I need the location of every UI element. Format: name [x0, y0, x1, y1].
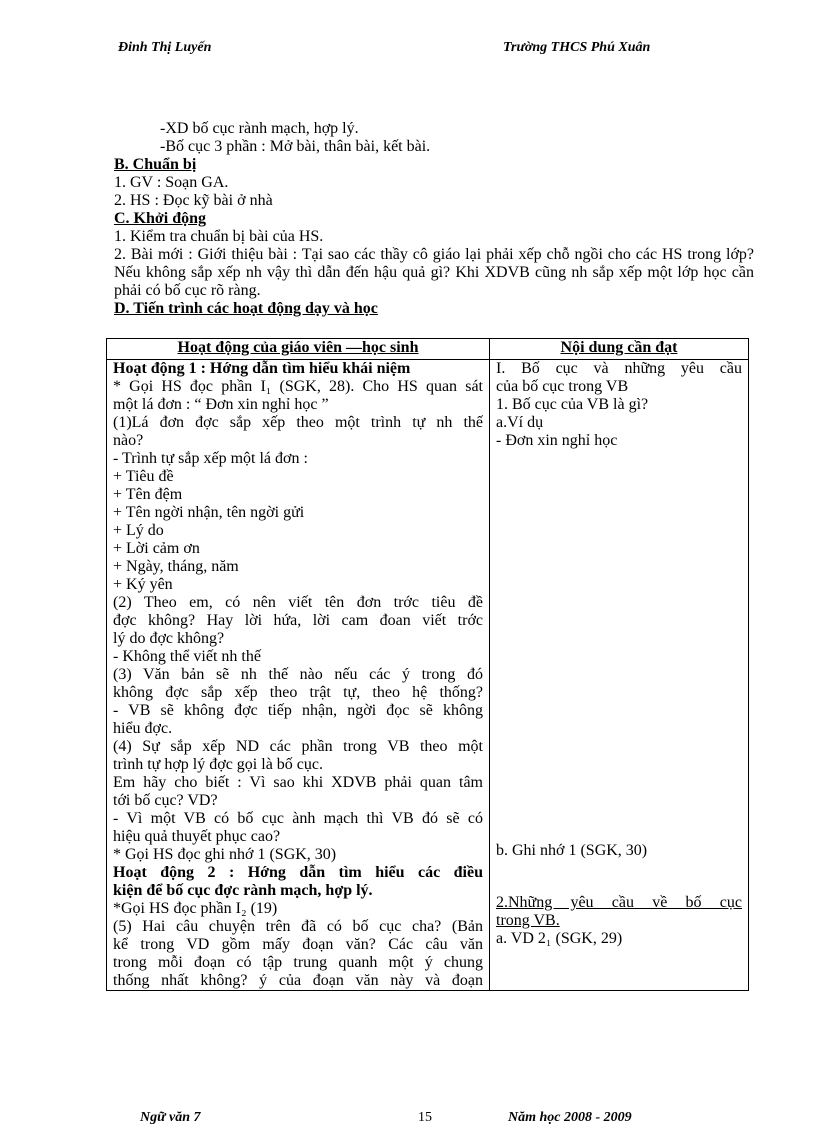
content-line: - Đơn xin nghỉ học — [496, 432, 618, 449]
activity-line: trong mỗi đoạn có tập trung quanh một ý chung — [113, 954, 483, 971]
activities-cell — [107, 360, 490, 991]
activity-line: *Gọi HS đọc phần I₂ (19) — [113, 900, 278, 917]
activity-line: (3) Văn bản sẽ nh thế nào nếu các ý trong đó — [113, 666, 483, 683]
content-cell — [490, 360, 749, 991]
intro-line: -Bố cục 3 phần : Mở bài, thân bài, kết bài. — [160, 138, 431, 155]
activity-line: kể trong VD gồm mấy đoạn văn? Các câu văn — [113, 936, 483, 953]
activity-line: + Tiêu đề — [113, 468, 174, 485]
activity-line: thống nhất không? ý của đoạn văn này và đoạn — [113, 972, 483, 989]
activity-line: - Trình tự sắp xếp một lá đơn : — [113, 450, 308, 467]
table-header-content: Nội dung cần đạt — [490, 339, 749, 360]
activity-line: - Vì một VB có bố cục ành mạch thì VB đó sẽ có — [113, 810, 483, 827]
activity-line: (4) Sự sắp xếp ND các phần trong VB theo một — [113, 738, 483, 755]
activity-line: hiểu đợc. — [113, 720, 173, 737]
activity-line: lý do đợc không? — [113, 630, 225, 647]
lesson-table — [106, 338, 749, 991]
activity-line: + Ký yên — [113, 576, 173, 593]
activity-line: - Không thể viết nh thế — [113, 648, 261, 665]
activity-line: + Lời cảm ơn — [113, 540, 200, 557]
activity-line: - VB sẽ không đợc tiếp nhận, ngời đọc sẽ không — [113, 702, 483, 719]
activity-line: hiệu quả thuyết phục cao? — [113, 828, 281, 845]
section-d-heading: D. Tiến trình các hoạt động dạy và học — [114, 300, 378, 317]
footer-page-number: 15 — [418, 1110, 432, 1125]
content-line: a. VD 2₁ (SGK, 29) — [496, 930, 623, 947]
activity-line: + Lý do — [113, 522, 164, 539]
activity-line: * Gọi HS đọc phần I₁ (SGK, 28). Cho HS quan sát — [113, 378, 483, 395]
activity-line: * Gọi HS đọc ghi nhớ 1 (SGK, 30) — [113, 846, 337, 863]
activity-line: Hoạt động 1 : Hớng dẫn tìm hiểu khái niệm — [113, 360, 411, 377]
activity-line: trình tự hợp lý đợc gọi là bố cục. — [113, 756, 323, 773]
activity-line: đợc không? Hay lời hứa, lời cam đoan viết trớc — [113, 612, 483, 629]
activity-line: không đợc sắp xếp theo trật tự, theo hệ thống? — [113, 684, 483, 701]
activity-line: + Tên ngời nhận, tên ngời gửi — [113, 504, 305, 521]
table-header-teacher-student: Hoạt động của giáo viên —học sinh — [107, 339, 490, 360]
header-author: Đinh Thị Luyến — [118, 40, 212, 55]
section-b-heading: B. Chuẩn bị — [114, 156, 197, 173]
c-item-paragraph: 2. Bài mới : Giới thiệu bài : Tại sao các thầy cô giáo lại phải xếp chỗ ngồi cho các HS trong lớp? Nếu không sắp xếp nh vậy thì dẫn đến hậu quả gì? Khi XDVB cũng nh sắp xếp một lớp học cần phải có bố cục rõ ràng. — [114, 246, 754, 299]
activity-line: kiện để bố cục đợc rành mạch, hợp lý. — [113, 882, 373, 899]
activity-line: + Ngày, tháng, năm — [113, 558, 239, 575]
intro-section — [114, 120, 754, 318]
b-item: 1. GV : Soạn GA. — [114, 174, 229, 191]
activity-line: (1)Lá đơn đợc sắp xếp theo một trình tự nh thế — [113, 414, 483, 431]
activity-line: (2) Theo em, có nên viết tên đơn trớc tiêu đề — [113, 594, 483, 611]
content-line: của bố cục trong VB — [496, 378, 629, 395]
activity-line: tới bố cục? VD? — [113, 792, 218, 809]
header-school: Trường THCS Phú Xuân — [503, 40, 651, 55]
activity-line: nào? — [113, 432, 144, 449]
content-line: I. Bố cục và những yêu cầu — [496, 360, 742, 377]
activity-line: Hoạt động 2 : Hớng dẫn tìm hiểu các điều — [113, 864, 483, 881]
activity-line: + Tên đệm — [113, 486, 183, 503]
content-line: b. Ghi nhớ 1 (SGK, 30) — [496, 842, 648, 859]
footer-school-year: Năm học 2008 - 2009 — [508, 1110, 632, 1125]
content-line: 1. Bố cục của VB là gì? — [496, 396, 649, 413]
c-item: 1. Kiểm tra chuẩn bị bài của HS. — [114, 228, 324, 245]
b-item: 2. HS : Đọc kỹ bài ở nhà — [114, 192, 273, 209]
content-line: 2.Những yêu cầu về bố cục — [496, 894, 742, 911]
activity-line: Em hãy cho biết : Vì sao khi XDVB phải quan tâm — [113, 774, 483, 791]
section-c-heading: C. Khởi động — [114, 210, 206, 227]
activity-line: một lá đơn : “ Đơn xin nghỉ học ” — [113, 396, 329, 413]
footer-subject: Ngữ văn 7 — [140, 1110, 201, 1125]
content-line: trong VB. — [496, 912, 560, 929]
content-line: a.Ví dụ — [496, 414, 544, 431]
intro-line: -XD bố cục rành mạch, hợp lý. — [160, 120, 359, 137]
activity-line: (5) Hai câu chuyện trên đã có bố cục cha? (Bản — [113, 918, 483, 935]
